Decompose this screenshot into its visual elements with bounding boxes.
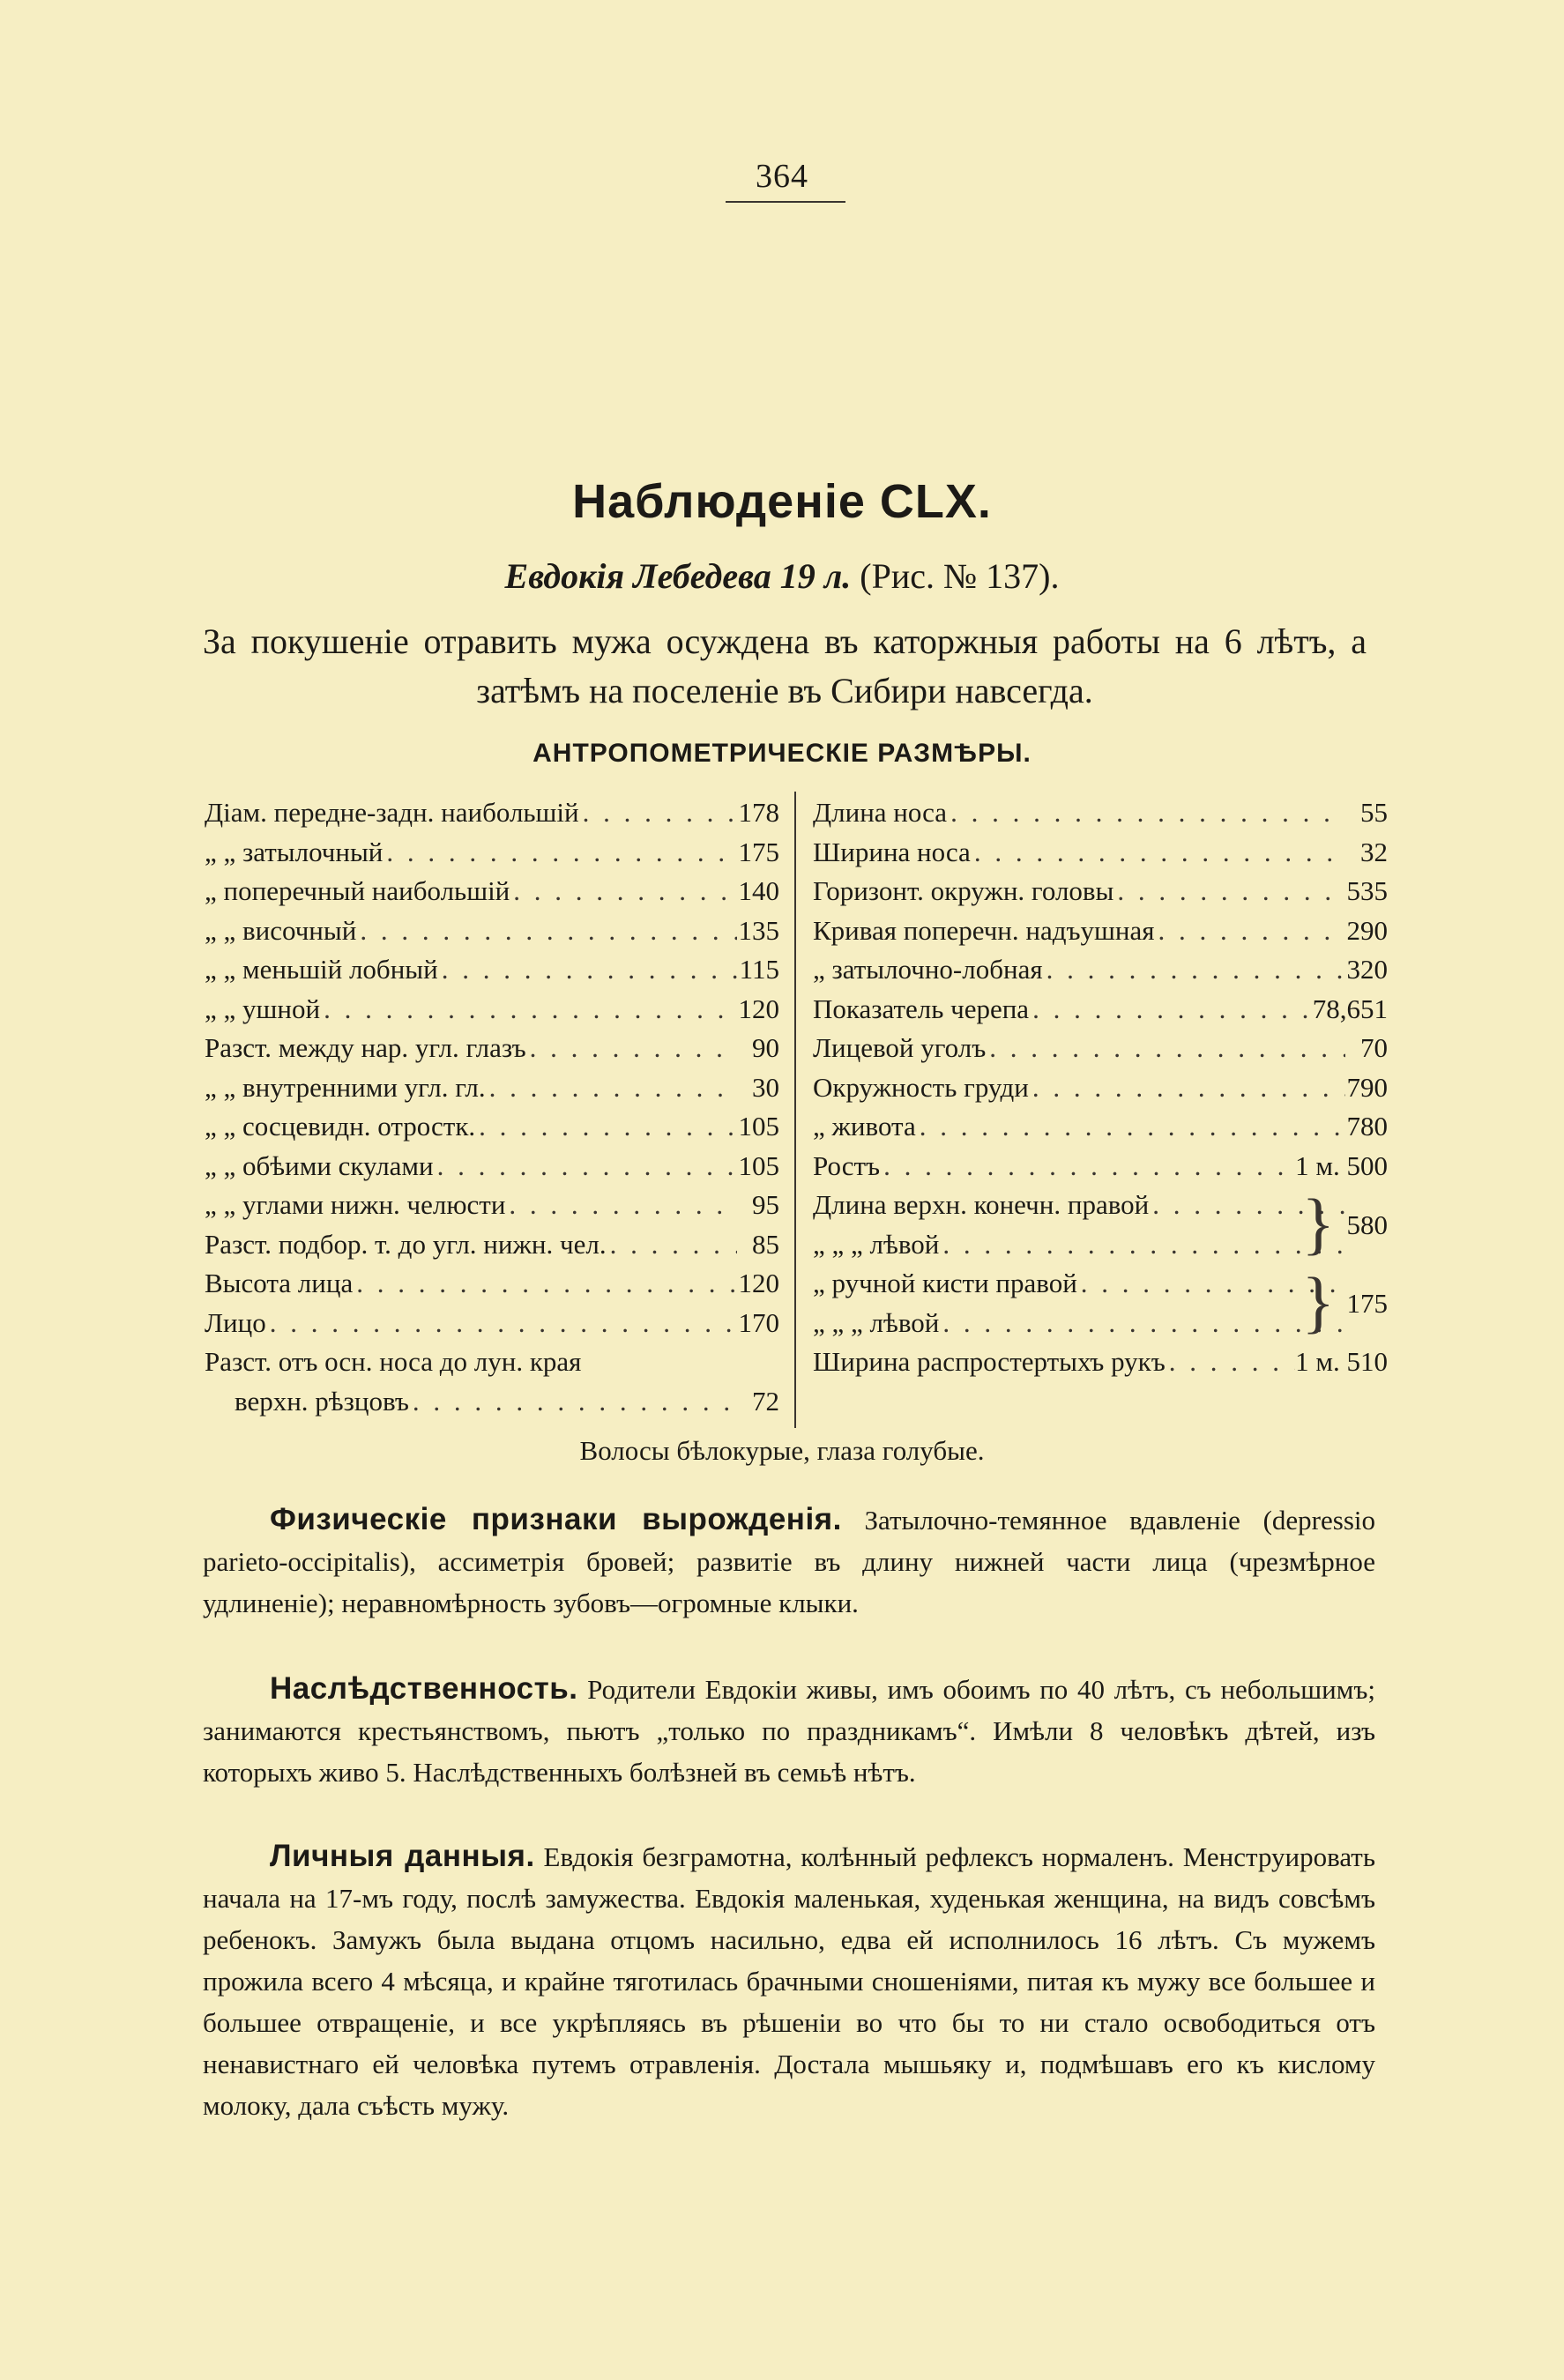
leader-dots bbox=[486, 1068, 737, 1108]
measurement-row bbox=[813, 793, 1388, 833]
measurement-row bbox=[813, 911, 1388, 951]
measurement-value: 178 bbox=[738, 797, 779, 828]
measurement-label: „ „ затылочный bbox=[205, 836, 384, 867]
measurement-row bbox=[205, 1107, 779, 1147]
measurement-value: 1 м. 510 bbox=[1295, 1346, 1388, 1377]
measurement-value: 120 bbox=[738, 1268, 779, 1298]
measurement-value: 790 bbox=[1346, 1071, 1388, 1103]
paragraph-text: Затылочно-темянное вдавленіе (depressio parieto-occipitalis), ассиметрія бровей; развитіе въ длину нижней части лица (чрезмѣрное удлиненіе); неравномѣрность зубовъ—огромные клыки. bbox=[203, 1505, 1375, 1618]
measurement-row bbox=[205, 950, 779, 990]
measurement-label: „ „ „ лѣвой bbox=[813, 1228, 940, 1260]
measurement-row bbox=[205, 1225, 779, 1265]
paragraph-text: Евдокія безграмотна, колѣнный рефлексъ нормаленъ. Менструировать начала на 17-мъ году, послѣ замужества. Евдокія маленькая, худенькая женщина, на видъ совсѣмъ ребенокъ. Замужъ была выдана отцомъ насильно, едва ей исполнилось 16 лѣтъ. Съ мужемъ прожила всего 4 мѣсяца, и крайне тяготилась брачными сношеніями, питая къ мужу все большее и большее отвращеніе, и все укрѣпляясь въ рѣшеніи во что бы то ни стало освободиться отъ ненавистнаго ей человѣка путемъ отравленія. Достала мышьяку и, подмѣшавъ его къ кислому молоку, дала съѣсть мужу. bbox=[203, 1841, 1375, 2121]
measurement-value: 105 bbox=[738, 1111, 779, 1142]
measurement-value: 90 bbox=[752, 1032, 779, 1063]
measurement-value: 70 bbox=[1360, 1032, 1388, 1063]
measurement-label: Длина носа bbox=[813, 797, 948, 828]
observation-title: Наблюденіе CLX. bbox=[572, 475, 992, 528]
paragraph-heading: Наслѣдственность. bbox=[270, 1671, 578, 1706]
leader-dots bbox=[353, 1264, 737, 1304]
measurement-label: Разст. между нар. угл. глазъ bbox=[205, 1032, 526, 1063]
leader-dots bbox=[947, 793, 1345, 833]
measurement-row bbox=[813, 1342, 1388, 1382]
column-divider bbox=[794, 792, 796, 1428]
measurement-label: верхн. рѣзцовъ bbox=[235, 1385, 409, 1417]
measurement-value: 55 bbox=[1360, 797, 1388, 828]
hand-length-value: 175 bbox=[1346, 1288, 1388, 1319]
subject-name: Евдокія Лебедева 19 л. bbox=[504, 556, 852, 596]
measurement-row bbox=[813, 950, 1388, 990]
measurement-label: „ затылочно-лобная bbox=[813, 954, 1043, 985]
measurement-label: „ живота bbox=[813, 1111, 916, 1142]
leader-dots bbox=[356, 911, 737, 951]
measurement-row bbox=[205, 793, 779, 833]
leader-dots bbox=[1166, 1342, 1295, 1382]
measurement-row bbox=[813, 1147, 1388, 1186]
paragraph-heredity bbox=[203, 1668, 1375, 1793]
sentence-text: За покушеніе отравить мужа осуждена въ каторжныя работы на 6 лѣтъ, а затѣмъ на поселеніе въ Сибири навсегда. bbox=[203, 621, 1367, 710]
measurement-value: 135 bbox=[738, 914, 779, 946]
measurement-value: 290 bbox=[1346, 914, 1388, 946]
measurement-label: Разст. отъ осн. носа до лун. края bbox=[205, 1346, 582, 1377]
measurement-value: 30 bbox=[752, 1071, 779, 1103]
measurement-label: „ „ обѣими скулами bbox=[205, 1149, 434, 1181]
measurement-value: 175 bbox=[738, 836, 779, 867]
measurement-row bbox=[813, 1107, 1388, 1147]
measurement-label: Лицевой уголъ bbox=[813, 1032, 987, 1063]
measurement-row bbox=[205, 872, 779, 911]
leader-dots bbox=[266, 1304, 737, 1343]
paragraph-personal-data bbox=[203, 1835, 1375, 2126]
measurement-label: Діам. передне-задн. наибольшій bbox=[205, 797, 579, 828]
measurement-row bbox=[813, 872, 1388, 911]
leader-dots bbox=[986, 1029, 1345, 1068]
leader-dots bbox=[607, 1225, 737, 1265]
measurement-label: Окружность груди bbox=[813, 1071, 1029, 1103]
measurement-label: Высота лица bbox=[205, 1268, 354, 1298]
hair-eye-note: Волосы бѣлокурые, глаза голубые. bbox=[579, 1435, 985, 1466]
measurement-row bbox=[205, 1147, 779, 1186]
leader-dots bbox=[383, 833, 737, 873]
measurement-row bbox=[205, 1304, 779, 1343]
measurement-label: Кривая поперечн. надъушная bbox=[813, 914, 1155, 946]
measurement-row bbox=[813, 833, 1388, 873]
measurement-value: 1 м. 500 bbox=[1295, 1149, 1388, 1181]
anthropometric-heading: АНТРОПОМЕТРИЧЕСКІЕ РАЗМѢРЫ. bbox=[533, 739, 1031, 768]
measurement-value: 535 bbox=[1346, 875, 1388, 906]
measurement-label: „ „ внутренними угл. гл. bbox=[205, 1071, 486, 1103]
measurement-label: Длина верхн. конечн. правой bbox=[813, 1189, 1150, 1220]
measurement-value: 78,651 bbox=[1312, 993, 1388, 1024]
leader-dots bbox=[505, 1186, 737, 1225]
measurement-row bbox=[813, 1068, 1388, 1108]
measurement-label: Ширина распростертыхъ рукъ bbox=[813, 1346, 1166, 1377]
paragraph-heading: Личныя данныя. bbox=[270, 1839, 535, 1873]
leader-dots bbox=[320, 990, 737, 1030]
leader-dots bbox=[526, 1029, 737, 1068]
measurement-label: „ „ ушной bbox=[205, 993, 321, 1024]
measurement-label: „ „ сосцевидн. отростк. bbox=[205, 1111, 476, 1142]
measurement-row bbox=[205, 911, 779, 951]
measurement-row bbox=[205, 1264, 779, 1304]
leader-dots bbox=[409, 1382, 737, 1422]
anthropometric-right-column bbox=[813, 793, 1388, 1382]
paragraph-text: Родители Евдокіи живы, имъ обоимъ по 40 лѣтъ, съ небольшимъ; занимаются крестьянствомъ, пьютъ „только по праздникамъ“. Имѣли 8 человѣкъ дѣтей, изъ которыхъ живо 5. Наслѣдственныхъ болѣзней въ семьѣ нѣтъ. bbox=[203, 1674, 1375, 1788]
leader-dots bbox=[579, 793, 737, 833]
measurement-row bbox=[205, 1382, 779, 1422]
measurement-value: 320 bbox=[1346, 954, 1388, 985]
measurement-value: 120 bbox=[738, 993, 779, 1024]
measurement-row bbox=[813, 990, 1388, 1030]
leader-dots bbox=[939, 1225, 1345, 1265]
paragraph-physical-signs bbox=[203, 1499, 1375, 1624]
leader-dots bbox=[510, 872, 737, 911]
measurement-row bbox=[205, 1342, 779, 1382]
measurement-value: 32 bbox=[1360, 836, 1388, 867]
paragraph-heading: Физическіе признаки вырожденія. bbox=[270, 1502, 842, 1536]
anthropometric-left-column bbox=[205, 793, 779, 1421]
measurement-value: 140 bbox=[738, 875, 779, 906]
leader-dots bbox=[1043, 950, 1345, 990]
leader-dots bbox=[1029, 1068, 1345, 1108]
measurement-value: 780 bbox=[1346, 1111, 1388, 1142]
measurement-value: 72 bbox=[752, 1385, 779, 1417]
measurement-label: „ поперечный наибольшій bbox=[205, 875, 510, 906]
leader-dots bbox=[434, 1147, 737, 1186]
measurement-row bbox=[205, 1029, 779, 1068]
leader-dots bbox=[1113, 872, 1345, 911]
leader-dots bbox=[475, 1107, 737, 1147]
page-number: 364 bbox=[756, 158, 808, 195]
leader-dots bbox=[916, 1107, 1345, 1147]
measurement-label: Горизонт. окружн. головы bbox=[813, 875, 1114, 906]
subject-line bbox=[0, 555, 1564, 597]
measurement-value: 170 bbox=[738, 1306, 779, 1338]
leader-dots bbox=[971, 833, 1345, 873]
figure-reference: (Рис. № 137). bbox=[860, 556, 1060, 596]
measurement-label: Ростъ bbox=[813, 1149, 881, 1181]
measurement-label: Разст. подбор. т. до угл. нижн. чел. bbox=[205, 1228, 607, 1260]
leader-dots bbox=[1155, 911, 1346, 951]
measurement-label: Ширина носа bbox=[813, 836, 971, 867]
measurement-label: Лицо bbox=[205, 1306, 266, 1338]
brace-symbol: } bbox=[1301, 1263, 1335, 1340]
leader-dots bbox=[880, 1147, 1295, 1186]
leader-dots bbox=[939, 1304, 1345, 1343]
measurement-label: „ „ меньшій лобный bbox=[205, 954, 438, 985]
brace-symbol: } bbox=[1301, 1185, 1335, 1261]
leader-dots bbox=[438, 950, 737, 990]
arm-length-value: 580 bbox=[1346, 1209, 1388, 1240]
measurement-label: „ ручной кисти правой bbox=[813, 1268, 1077, 1298]
measurement-label: „ „ углами нижн. челюсти bbox=[205, 1189, 506, 1220]
measurement-value: 105 bbox=[738, 1149, 779, 1181]
page-number-rule bbox=[726, 201, 845, 203]
measurement-value: 95 bbox=[752, 1189, 779, 1220]
measurement-label: „ „ височный bbox=[205, 914, 357, 946]
measurement-row bbox=[205, 833, 779, 873]
measurement-value: 85 bbox=[752, 1228, 779, 1260]
measurement-row bbox=[205, 1186, 779, 1225]
measurement-label: „ „ „ лѣвой bbox=[813, 1306, 940, 1338]
measurement-row bbox=[205, 1068, 779, 1108]
measurement-value: 115 bbox=[739, 954, 779, 985]
measurement-row bbox=[205, 990, 779, 1030]
measurement-row bbox=[813, 1029, 1388, 1068]
leader-dots bbox=[1029, 990, 1313, 1030]
measurement-label: Показатель черепа bbox=[813, 993, 1030, 1024]
